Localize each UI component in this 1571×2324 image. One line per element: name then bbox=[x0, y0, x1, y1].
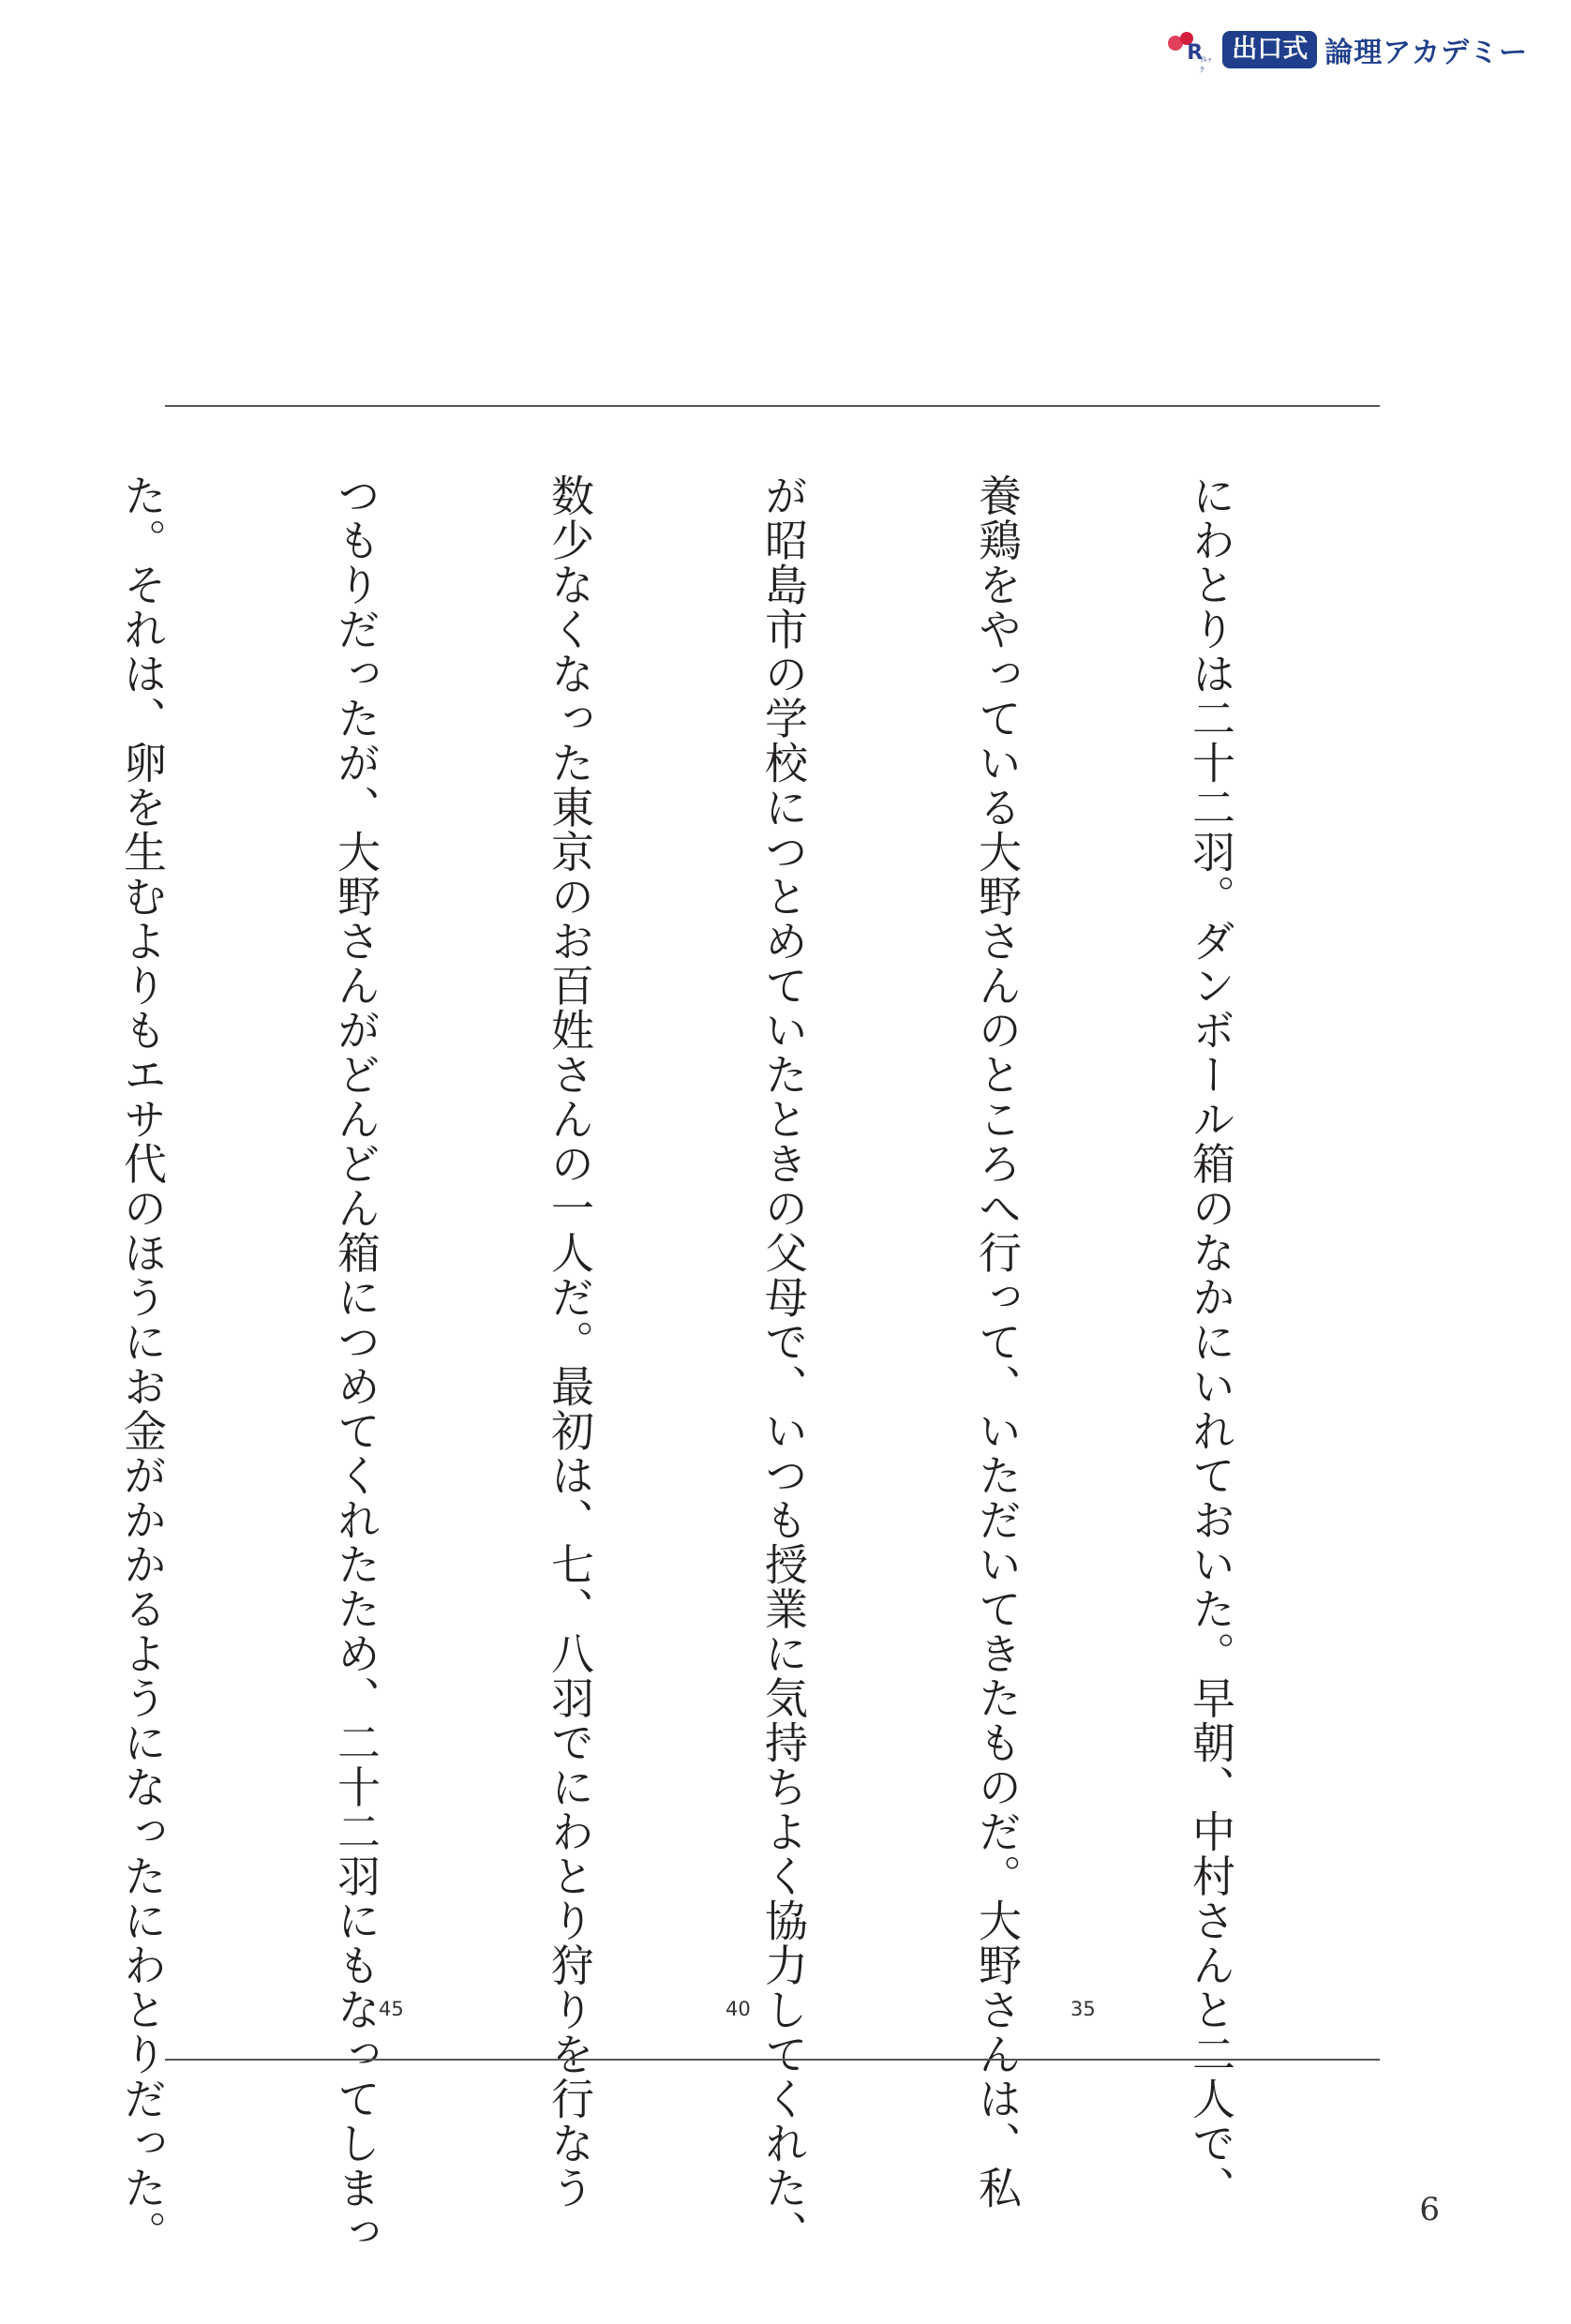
bottom-divider bbox=[165, 2059, 1380, 2061]
text-line: が昭島市の学校につとめていたときの父母で、いつも授業に気持ちよく協力してくれた、 bbox=[758, 473, 809, 2255]
text-line: 数少なくなった東京のお百姓さんの一人だ。最初は、七、八羽でにわとり狩りを行なう bbox=[545, 473, 595, 2211]
vertical-text-body bbox=[117, 473, 1389, 2255]
text-line: 養鶏をやっている大野さんのところへ行って、いただいてきたものだ。大野さんは、私 bbox=[972, 473, 1023, 2211]
logo-mark-icon bbox=[1168, 28, 1213, 74]
text-line: た。それは、卵を生むよりもエサ代のほうにお金がかかるようになったにわとりだった。 bbox=[117, 473, 168, 2255]
line-number-35: 35 bbox=[1070, 1998, 1096, 2020]
publisher-logo bbox=[1168, 28, 1528, 74]
logo-name: 論理アカデミー bbox=[1324, 37, 1528, 69]
line-number-40: 40 bbox=[726, 1998, 751, 2020]
text-line: つもりだったが、大野さんがどんどん箱につめてくれたため、二十二羽にもなってしまっ bbox=[331, 473, 382, 2255]
logo-mark-letter: R bbox=[1187, 41, 1204, 65]
logo-mark-small-text: ﾘﾚｯｸ bbox=[1200, 55, 1212, 74]
top-divider bbox=[165, 405, 1380, 407]
line-number-45: 45 bbox=[379, 1998, 404, 2020]
text-line: にわとりは二十二羽。ダンボール箱のなかにいれておいた。早朝、中村さんと二人で、 bbox=[1186, 473, 1236, 2211]
page-number: 6 bbox=[1419, 2191, 1440, 2228]
logo-badge: 出口式 bbox=[1222, 31, 1317, 68]
